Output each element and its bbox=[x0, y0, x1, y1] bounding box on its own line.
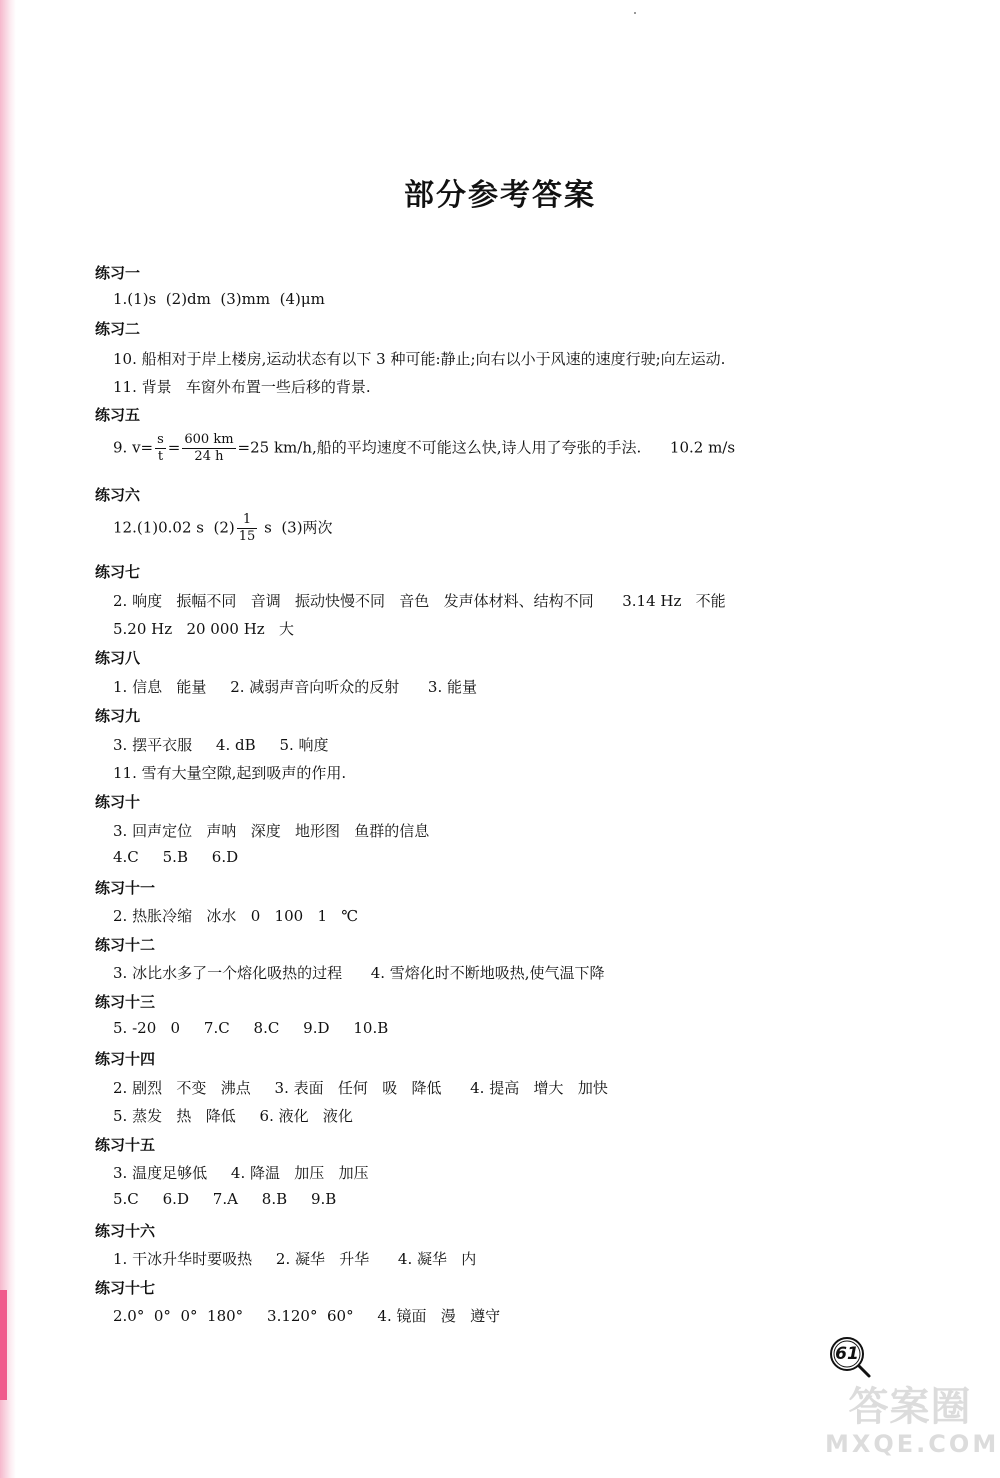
section-heading: 练习十二 bbox=[95, 936, 156, 954]
answer-line: 10. 船相对于岸上楼房,运动状态有以下 3 种可能:静止;向右以小于风速的速度行驶;向左运动. bbox=[113, 350, 726, 368]
answer-line: 5.20 Hz 20 000 Hz 大 bbox=[113, 620, 294, 638]
fraction-denominator: 24 h bbox=[194, 449, 224, 464]
page-edge-accent bbox=[0, 1290, 7, 1400]
scan-speck bbox=[634, 12, 636, 14]
answer-line-formula bbox=[113, 432, 735, 465]
answer-line: 5. -20 0 7.C 8.C 9.D 10.B bbox=[113, 1019, 389, 1037]
section-heading: 练习六 bbox=[95, 486, 141, 504]
section-heading: 练习十七 bbox=[95, 1279, 156, 1297]
section-heading: 练习十六 bbox=[95, 1222, 156, 1240]
answer-line: 3. 回声定位 声呐 深度 地形图 鱼群的信息 bbox=[113, 822, 430, 840]
fraction-numerator: 1 bbox=[237, 512, 258, 529]
formula-prefix: 9. v= bbox=[113, 438, 154, 457]
page-number: 61 bbox=[835, 1344, 859, 1364]
section-heading: 练习二 bbox=[95, 320, 141, 338]
fraction-numerator: s bbox=[157, 432, 164, 447]
answer-line-fraction bbox=[113, 512, 333, 545]
fraction-denominator: 15 bbox=[238, 529, 256, 544]
fraction-one-fifteenth bbox=[237, 512, 258, 545]
section-heading: 练习八 bbox=[95, 649, 141, 667]
section-heading: 练习十四 bbox=[95, 1050, 156, 1068]
section-heading: 练习十一 bbox=[95, 879, 156, 897]
fraction-numerator: 600 km bbox=[184, 432, 234, 447]
section-heading: 练习五 bbox=[95, 406, 141, 424]
answer-line: 2. 剧烈 不变 沸点 3. 表面 任何 吸 降低 4. 提高 增大 加快 bbox=[113, 1079, 608, 1097]
answer-line: 1.(1)s (2)dm (3)mm (4)μm bbox=[113, 290, 325, 308]
section-heading: 练习十 bbox=[95, 793, 141, 811]
answer-line: 3. 温度足够低 4. 降温 加压 加压 bbox=[113, 1164, 369, 1182]
answer-line: 2. 热胀冷缩 冰水 0 100 1 ℃ bbox=[113, 907, 359, 925]
answer-line: 5. 蒸发 热 降低 6. 液化 液化 bbox=[113, 1107, 353, 1125]
watermark-url: MXQE.COM bbox=[825, 1430, 1000, 1458]
answer-line: 11. 雪有大量空隙,起到吸声的作用. bbox=[113, 764, 347, 782]
fraction-s-over-t bbox=[155, 432, 166, 465]
formula-equals: = bbox=[167, 438, 181, 457]
site-watermark bbox=[825, 1384, 1000, 1475]
answer-text: 12.(1)0.02 s (2) bbox=[113, 518, 235, 537]
page-title: 部分参考答案 bbox=[404, 178, 596, 213]
answer-line: 5.C 6.D 7.A 8.B 9.B bbox=[113, 1190, 337, 1208]
answer-line: 2.0° 0° 0° 180° 3.120° 60° 4. 镜面 漫 遵守 bbox=[113, 1307, 501, 1325]
section-heading: 练习九 bbox=[95, 707, 141, 725]
watermark-logo-text: 答案圈 bbox=[848, 1384, 972, 1430]
answer-line: 2. 响度 振幅不同 音调 振动快慢不同 音色 发声体材料、结构不同 3.14 Hz 不能 bbox=[113, 592, 726, 610]
section-heading: 练习十三 bbox=[95, 993, 156, 1011]
section-heading: 练习一 bbox=[95, 264, 141, 282]
answer-line: 1. 信息 能量 2. 减弱声音向听众的反射 3. 能量 bbox=[113, 678, 477, 696]
section-heading: 练习七 bbox=[95, 563, 141, 581]
section-heading: 练习十五 bbox=[95, 1136, 156, 1154]
answer-line: 4.C 5.B 6.D bbox=[113, 848, 239, 866]
fraction-denominator: t bbox=[157, 449, 164, 464]
answer-line: 3. 摆平衣服 4. dB 5. 响度 bbox=[113, 736, 329, 754]
formula-result: =25 km/h,船的平均速度不可能这么快,诗人用了夸张的手法. 10.2 m/s bbox=[237, 438, 736, 457]
page-edge-decoration bbox=[0, 0, 16, 1478]
fraction-distance-over-time bbox=[182, 432, 235, 465]
answer-line: 1. 干冰升华时要吸热 2. 凝华 升华 4. 凝华 内 bbox=[113, 1250, 477, 1268]
answer-line: 11. 背景 车窗外布置一些后移的背景. bbox=[113, 378, 371, 396]
page-number-badge bbox=[828, 1335, 872, 1379]
answer-text: s (3)两次 bbox=[259, 518, 333, 537]
answer-line: 3. 冰比水多了一个熔化吸热的过程 4. 雪熔化时不断地吸热,使气温下降 bbox=[113, 964, 605, 982]
